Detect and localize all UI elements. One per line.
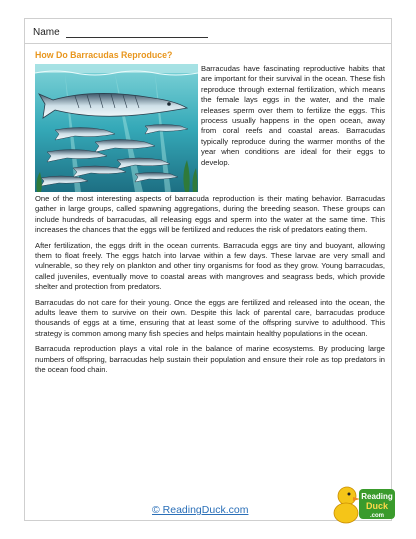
barracuda-illustration [35, 64, 198, 192]
logo-text-duck: Duck [365, 501, 389, 511]
worksheet [24, 18, 392, 521]
name-row [33, 27, 208, 38]
paragraph-4: Barracudas do not care for their young. Once the eggs are fertilized and released into the ocean, the adults leave them to survive on their own. Despite this lack of parental care, barracudas produce thousands of eggs at a time, ensuring that at least some of the offspring survive to adulthood. This strategy is common among many fish species and helps maintain healthy populations in the ocean. [35, 297, 385, 338]
body-paragraphs [35, 194, 385, 381]
page-title: How Do Barracudas Reproduce? [35, 50, 173, 60]
header-divider [25, 43, 391, 44]
logo-text-reading: Reading [361, 492, 393, 501]
name-line [66, 28, 208, 38]
name-label: Name [33, 27, 60, 38]
logo-text-com: .com [369, 513, 385, 519]
footer-link[interactable]: © ReadingDuck.com [152, 504, 249, 516]
paragraph-2: One of the most interesting aspects of barracuda reproduction is their mating behavior. Barracudas gather in large groups, called spawning aggregations, during the breeding season. These groups can include hundreds of barracudas, all releasing eggs and sperm into the water at the same time. This increases the chances that the eggs will be fertilized and reduces the risk of predators eating them. [35, 194, 385, 235]
paragraph-3: After fertilization, the eggs drift in the ocean currents. Barracuda eggs are tiny and buoyant, allowing them to float freely. The eggs hatch into larvae within a few days. These larvae are very small and vulnerable, so they rely on plankton and other tiny organisms for food as they grow. Young barracudas, called juveniles, eventually move to coastal areas with mangroves and seagrass beds, which provide shelter and protection from predators. [35, 240, 385, 292]
readingduck-logo [333, 480, 397, 526]
paragraph-1: Barracudas have fascinating reproductive habits that are important for their survival in the ocean. These fish reproduce through external fertilization, which means the female lays eggs in the water, and the male releases sperm over them to fertilize the eggs. This process usually happens in the open ocean, away from coral reefs and coastal areas. Barracudas typically reproduce during the warmer months of the year when conditions are ideal for their eggs to develop. [201, 64, 385, 167]
paragraph-5: Barracuda reproduction plays a vital role in the balance of marine ecosystems. By producing large numbers of offspring, barracudas help sustain their population and ensure their role as top predators in the ocean food chain. [35, 344, 385, 375]
